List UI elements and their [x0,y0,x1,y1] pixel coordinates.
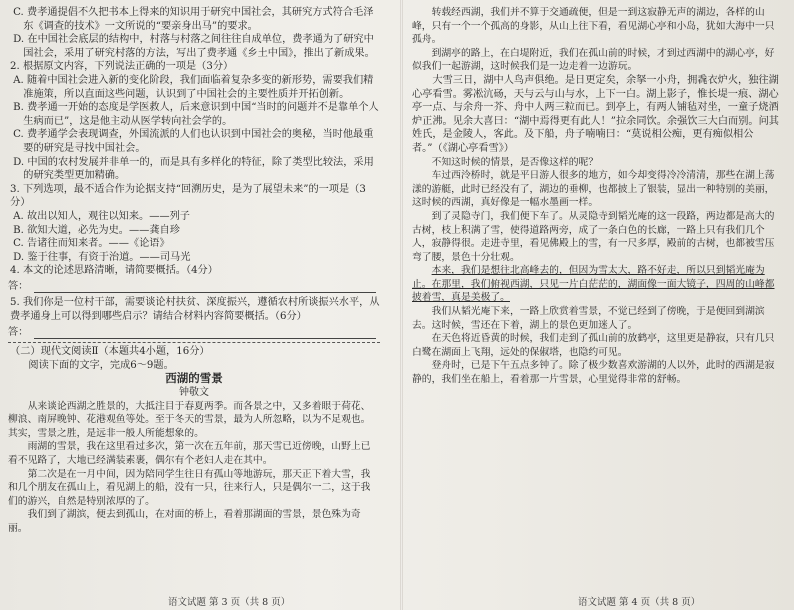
q2-option-d: D. 中国的农村发展并非单一的，而是具有多样化的特征，除了类型比较法，采用的研究类型更加精确。 [13,156,374,182]
q5-stem: 5. 我们你是一位村干部，需要谈论村扶贫、深度振兴，遵循农村所谈振兴水平，从费孝通身上可以得到哪些启示？请结合材料内容简要概括。（6分） [10,297,380,323]
q2-option-a: A. 随着中国社会进入新的变化阶段，我们面临着复杂多变的新形势，需要我们精准施策，所以直面这些问题，认识到了中国社会的主要性质并开拓创新。 [13,74,374,100]
essay-paragraph: 转载经西湖，我们并不算于交通疏便，但是一到这寂静无声的湖边，各样的山峰，只有一个一个孤高的身影，从山上往下看，看见湖心亭和小岛，犹如大海中一只孤舟。 [412,7,775,46]
essay-paragraph: 登舟时，已是下午五点多钟了。除了极少数喜欢游湖的人以外，此时的西湖是寂静的，我们坐在船上，看着那一片雪景，心里觉得非常的舒畅。 [412,360,775,386]
page-4-column [412,6,784,596]
page-3-column [8,6,380,596]
page-fold [400,0,403,610]
essay-paragraph: 第二次是在一月中间，因为陪同学生往日有孤山等地游玩，那天正下着大雪，我和几个朋友在孤山上，看见湖上的船，没有一只，往来行人，只是偶尔一二，这于我们的游兴，自然是特别浓厚的了。 [8,468,371,507]
section-2-heading: （二）现代文阅读Ⅱ（本题共4小题，16分） [10,346,210,358]
essay-paragraph: 从来谈论西湖之胜景的，大抵注目于春夏两季。而各景之中，又多着眼于荷花、柳浪、南屏晚钟、花港观鱼等处。至于冬天的雪景，最为人所忽略，以为不足观也。其实，雪景之胜，是远非一般人所能想象的。 [8,400,371,439]
q2-option-b: B. 费孝通一开始的态度是学医救人，后来意识到中国“当时的问题并不是靠单个人生病而已”，这是他主动从医学转向社会学的。 [13,102,379,127]
essay-paragraph: 到湖亭的路上，在白堤附近，我们在孤山前的时候，才到过西湖中的湖心亭，好似我们一起游湖，这时候我们是一边走着一边游玩。 [412,47,775,73]
q2-option-c: C. 费孝通学会表现调查，外国流派的人们也认识到中国社会的奥秘，当时他最重要的研究是寻找中国社会。 [13,129,374,154]
answer-label: 答： [8,280,29,292]
essay-paragraph: 到了灵隐寺门，我们便下车了。从灵隐寺到韬光庵的这一段路，两边都是高大的古树，枝上积满了雪，使得道路两旁，成了一条白色的长廊，一路上只有我们几个人，寂静得很。走进寺里，看见佛殿上的雪，有一尺多厚，殿前的古树，也都被雪压弯了腰，景色十分壮观。 [412,210,775,263]
essay-paragraph: 在天色将近昏黄的时候，我们走到了孤山前的放鹤亭，这里更是静寂，只有几只白鹭在湖面上飞翔，远处的保俶塔，也隐约可见。 [412,333,775,358]
essay-paragraph: 不知这时候的情景，是否像这样的呢？ [431,156,599,168]
q3-option-a: A. 故出以知人，观往以知来。——列子 [13,210,190,222]
q3-option-d: D. 鉴于往事，有资于治道。——司马光 [13,251,191,263]
q4-stem: 4. 本文的论述思路清晰，请简要概括。（4分） [10,265,218,277]
section-2-instruction: 阅读下面的文字，完成6～9题。 [28,359,174,371]
answer-label: 答： [8,326,29,338]
section-divider [8,342,380,343]
q3-stem: 3. 下列选项，最不适合作为论据支持“回溯历史，是为了展望未来”的一项是（3分） [10,183,366,209]
q3-option-c: C. 告诸往而知来者。——《论语》 [13,238,170,250]
q1-option-d: D. 在中国社会底层的结构中，村落与村落之间往往自成单位，费孝通为了研究中国社会，采用了研究村落的方法，写出了费孝通《乡土中国》，推出了新成果。 [13,34,375,59]
answer-blank[interactable] [34,281,376,293]
page-footer-right: 语文试题 第 4 页（共 8 页） [578,597,701,608]
underlined-paragraph: 本来，我们是想往北高峰去的，但因为雪太大，路不好走，所以只到韬光庵为止。在那里，我们俯视西湖，只见一片白茫茫的，湖面像一面大镜子，四周的山峰都披着雪，真是美极了。 [412,265,775,304]
q4-answer-line[interactable] [8,280,380,294]
q3-option-b: B. 欲知大道，必先为史。——龚自珍 [13,224,180,236]
essay-paragraph: 雨湖的雪景，我在这里看过多次，第一次在五年前，那天雪已近傍晚，山野上已看不见路了，大地已经满装素裹，偶尔有个老妇人走在其中。 [8,441,371,466]
answer-blank[interactable] [34,327,376,339]
q2-stem: 2. 根据原文内容，下列说法正确的一项是（3分） [10,61,234,73]
essay-paragraph: 我们到了湖滨，便去到孤山，在对面的桥上，看着那湖面的雪景，景色殊为奇丽。 [8,509,361,534]
essay-title: 西湖的雪景 [165,371,223,386]
essay-paragraph: 车过西泠桥时，就是平日游人很多的地方，如今却变得冷冷清清，那些在湖上荡漾的游艇，此时已经没有了，湖边的垂柳，也都披上了银装，显出一种特别的美丽，这时候的西湖，真好像是一幅水墨画一样。 [412,170,775,209]
essay-author: 钟敬文 [179,387,209,399]
quoted-passage: 大雪三日，湖中人鸟声俱绝。是日更定矣，余拏一小舟，拥毳衣炉火，独往湖心亭看雪。雾凇沆砀，天与云与山与水，上下一白。湖上影子，惟长堤一痕、湖心亭一点、与余舟一芥、舟中人两三粒而已。到亭上，有两人铺毡对坐，一童子烧酒炉正沸。见余大喜曰：“湖中焉得更有此人！”拉余同饮。余强饮三大白而别。问其姓氏，是金陵人，客此。及下船，舟子喃喃曰：“莫说相公痴，更有痴似相公者。”（《湖心亭看雪》） [412,74,779,154]
q5-answer-line[interactable] [8,326,380,340]
page-footer-left: 语文试题 第 3 页（共 8 页） [168,597,291,608]
q1-option-c: C. 费孝通提倡不久把书本上得来的知识用于研究中国社会，其研究方式符合毛泽东《调查的技术》一文所说的“要亲身出马”的要求。 [13,7,374,32]
essay-paragraph: 我们从韬光庵下来，一路上欣赏着雪景，不觉已经到了傍晚，于是便回到湖滨去。这时候，雪还在下着，湖上的景色更加迷人了。 [412,306,765,331]
